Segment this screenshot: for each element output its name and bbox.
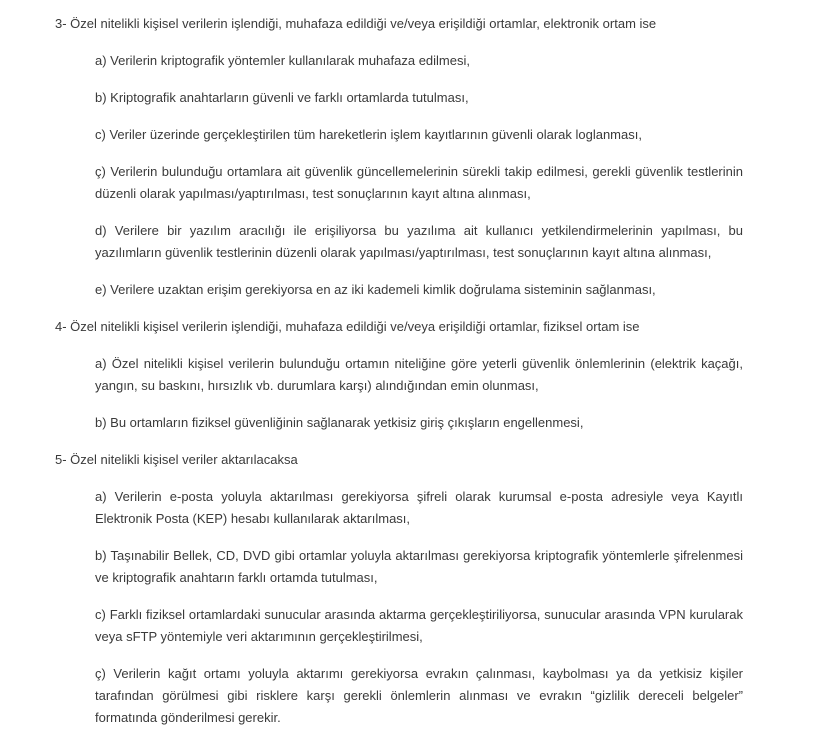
list-item: b) Bu ortamların fiziksel güvenliğinin sağlanarak yetkisiz giriş çıkışların engellenmesi, xyxy=(95,415,584,430)
list-item: a) Verilerin kriptografik yöntemler kullanılarak muhafaza edilmesi, xyxy=(95,53,470,68)
list-item: e) Verilere uzaktan erişim gerekiyorsa en az iki kademeli kimlik doğrulama sisteminin sağlanması, xyxy=(95,282,656,297)
list-item: b) Kriptografik anahtarların güvenli ve farklı ortamlarda tutulması, xyxy=(95,90,469,105)
list-item: ç) Verilerin kağıt ortamı yoluyla aktarımı gerekiyorsa evrakın çalınması, kaybolması ya da yetkisiz kişiler tarafından görülmesi gibi risklere karşı gerekli önlemlerin alınması ve evrakın “gizlilik dereceli belgeler” formatında gönderilmesi gerekir. xyxy=(95,666,743,725)
list-item: c) Farklı fiziksel ortamlardaki sunucular arasında aktarma gerçekleştiriliyorsa, sunucular arasında VPN kurularak veya sFTP yöntemiyle veri aktarımının gerçekleştirilmesi, xyxy=(95,607,743,644)
list-item: ç) Verilerin bulunduğu ortamlara ait güvenlik güncellemelerinin sürekli takip edilmesi, gerekli güvenlik testlerinin düzenli olarak yapılması/yaptırılması, test sonuçlarının kayıt altına alınması, xyxy=(95,164,743,201)
list-item: b) Taşınabilir Bellek, CD, DVD gibi ortamlar yoluyla aktarılması gerekiyorsa kriptografik yöntemlerle şifrelenmesi ve kriptografik anahtarın farklı ortamda tutulması, xyxy=(95,548,743,585)
list-item: a) Verilerin e-posta yoluyla aktarılması gerekiyorsa şifreli olarak kurumsal e-posta adresiyle veya Kayıtlı Elektronik Posta (KEP) hesabı kullanılarak aktarılması, xyxy=(95,489,743,526)
list-item: d) Verilere bir yazılım aracılığı ile erişiliyorsa bu yazılıma ait kullanıcı yetkilendirmelerinin yapılması, bu yazılımların güvenlik testlerinin düzenli olarak yapılması/yaptırılması, test sonuçlarının kayıt altına alınması, xyxy=(95,223,743,260)
section-heading-4: 4- Özel nitelikli kişisel verilerin işlendiği, muhafaza edildiği ve/veya erişildiği ortamlar, fiziksel ortam ise xyxy=(55,319,640,334)
section-heading-5: 5- Özel nitelikli kişisel veriler aktarılacaksa xyxy=(55,452,298,467)
section-heading-3: 3- Özel nitelikli kişisel verilerin işlendiği, muhafaza edildiği ve/veya erişildiği ortamlar, elektronik ortam ise xyxy=(55,16,657,31)
list-item: a) Özel nitelikli kişisel verilerin bulunduğu ortamın niteliğine göre yeterli güvenlik önlemlerinin (elektrik kaçağı, yangın, su baskını, hırsızlık vb. durumlara karşı) alındığından emin olunması, xyxy=(95,356,743,393)
list-item: c) Veriler üzerinde gerçekleştirilen tüm hareketlerin işlem kayıtlarının güvenli olarak loglanması, xyxy=(95,127,642,142)
